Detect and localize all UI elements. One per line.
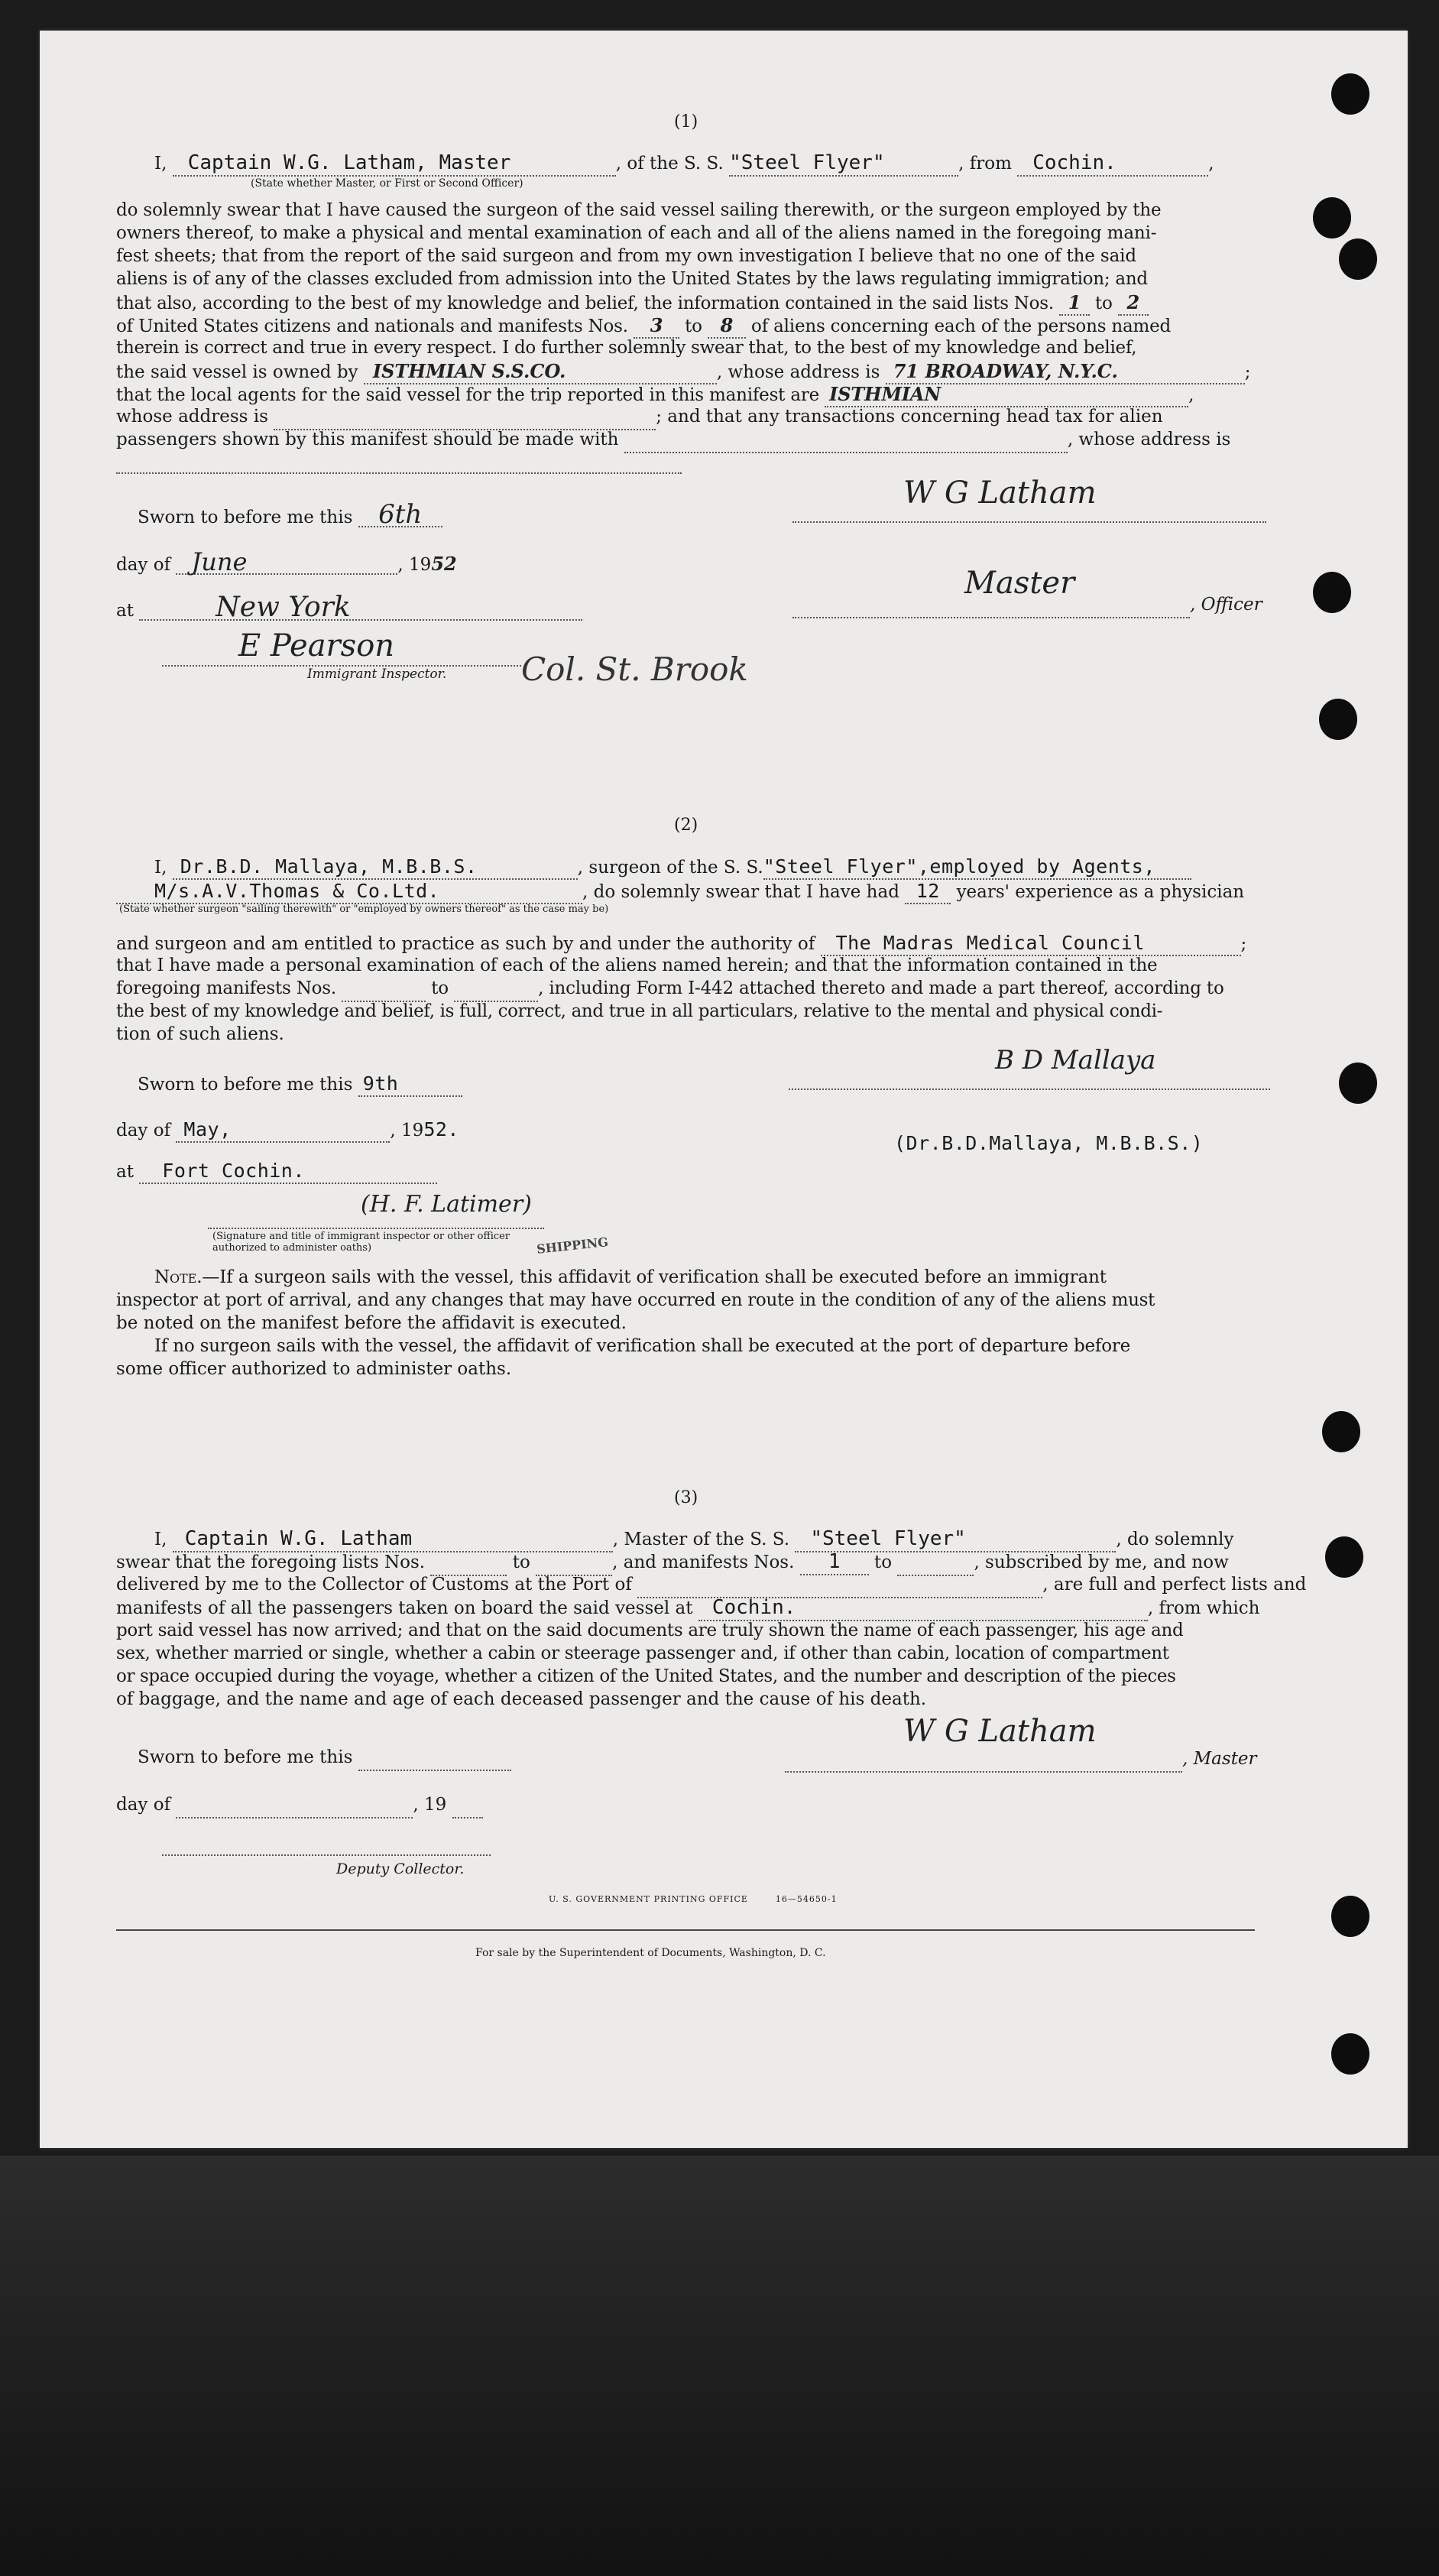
body-line: of baggage, and the name and age of each deceased passenger and the cause of his death. (116, 1689, 927, 1709)
punch-hole (1339, 238, 1377, 280)
departure-port-field: Cochin. (1017, 151, 1208, 177)
punch-hole (1313, 572, 1351, 613)
sworn-month-field: May, (176, 1118, 390, 1143)
sworn-year-field: 52 (431, 553, 457, 575)
sworn-day-field: 9th (358, 1072, 462, 1097)
manifests-line: of United States citizens and nationals and manifests Nos. 3 to 8 of aliens concerning each of the persons named (116, 313, 1171, 339)
sworn-line: Sworn to before me this 6th (138, 503, 442, 530)
manifests-from-field: 3 (634, 313, 679, 339)
punch-hole (1322, 1411, 1360, 1452)
sworn-line: Sworn to before me this (138, 1746, 511, 1771)
inspector-signature: E Pearson (238, 628, 395, 663)
master-name-field: Captain W.G. Latham, Master (173, 151, 616, 177)
master-line: I, Captain W.G. Latham, Master , of the S. S. "Steel Flyer" , from Cochin. , (154, 151, 1214, 177)
authority-line: and surgeon and am entitled to practice as such by and under the authority of The Madras Medical Council ; (116, 931, 1246, 956)
vessel-employed-field: "Steel Flyer",employed by Agents, (763, 855, 1191, 880)
note-line: inspector at port of arrival, and any changes that may have occurred en route in the condition of any of the aliens must (116, 1290, 1155, 1310)
witness-caption: (Signature and title of immigrant inspector or other officer authorized to administer oaths) (212, 1231, 510, 1254)
punch-hole (1339, 1063, 1377, 1104)
note-line: be noted on the manifest before the affidavit is executed. (116, 1313, 627, 1333)
section-number: (1) (674, 112, 698, 131)
agents-years-line: M/s.A.V.Thomas & Co.Ltd. , do solemnly swear that I have had 12 years' experience as a physician (116, 879, 1244, 904)
witness-signature: (H. F. Latimer) (361, 1191, 532, 1218)
shipping-stamp: SHIPPING (536, 1234, 609, 1257)
officer-line: , Officer (792, 593, 1262, 618)
surgeon-agents-field: M/s.A.V.Thomas & Co.Ltd. (116, 879, 582, 904)
body-line: owners thereof, to make a physical and mental examination of each and all of the aliens named in the foregoing mani- (116, 223, 1157, 243)
section-number: (3) (674, 1488, 698, 1507)
sworn-date-line: day of , 19 (116, 1793, 483, 1818)
punch-hole (1325, 1536, 1363, 1578)
section-number: (2) (674, 816, 698, 835)
body-line: do solemnly swear that I have caused the surgeon of the said vessel sailing therewith, or the surgeon employed by the (116, 200, 1162, 220)
address-line: whose address is ; and that any transactions concerning head tax for alien (116, 405, 1163, 430)
manifest-affidavit-page (40, 31, 1408, 2148)
surgeon-line: I, Dr.B.D. Mallaya, M.B.B.S. , surgeon of the S. S."Steel Flyer",employed by Agents, (154, 855, 1191, 880)
sworn-month-field: June (176, 550, 397, 575)
owner-field: ISTHMIAN S.S.CO. (364, 359, 717, 384)
head-tax-address-field (116, 472, 682, 474)
boarding-line: manifests of all the passengers taken on board the said vessel at Cochin. , from which (116, 1596, 1259, 1621)
punch-hole (1319, 699, 1357, 740)
vessel-name-field: "Steel Flyer" (795, 1527, 1116, 1552)
surgeon-caption: (State whether surgeon "sailing therewith" or "employed by owners thereof" as the case may be) (119, 904, 609, 915)
sworn-place-line: at Fort Cochin. (116, 1159, 437, 1184)
punch-hole (1331, 2033, 1369, 2075)
body-line: fest sheets; that from the report of the said surgeon and from my own investigation I believe that no one of the said (116, 246, 1136, 266)
years-experience-field: 12 (905, 879, 951, 904)
surgeon-signature: B D Mallaya (995, 1045, 1156, 1075)
master-title-handwritten: Master (964, 566, 1075, 601)
manifests-to-field: 8 (708, 313, 746, 339)
punch-hole (1331, 1896, 1369, 1937)
lists-to-field: 2 (1118, 290, 1149, 316)
sworn-date-line: day of May, , 1952. (116, 1118, 459, 1143)
body-line: that I have made a personal examination of each of the aliens named herein; and that the information contained in the (116, 955, 1158, 975)
master-signature-line (792, 521, 1266, 523)
authority-field: The Madras Medical Council (821, 931, 1241, 956)
boarding-port-field: Cochin. (698, 1596, 1148, 1621)
lists-from-field: 1 (1059, 290, 1090, 316)
punch-hole (1313, 197, 1351, 238)
footer-rule (116, 1929, 1255, 1931)
master-caption: (State whether Master, or First or Second Officer) (251, 177, 523, 190)
printing-office-line: U. S. GOVERNMENT PRINTING OFFICE 16—54650-1 (549, 1894, 838, 1904)
head-tax-party-field (624, 428, 1068, 453)
body-line: or space occupied during the voyage, whether a citizen of the United States, and the number and description of the pieces (116, 1666, 1176, 1686)
agents-field: ISTHMIAN (825, 382, 1188, 407)
master-name-field: Captain W.G. Latham (173, 1527, 613, 1552)
vessel-name-field: "Steel Flyer" (729, 151, 958, 177)
master-signature-line: , Master (785, 1747, 1257, 1773)
scan-background (0, 2156, 1439, 2576)
inspector-caption: Immigrant Inspector. (307, 667, 447, 682)
surgeon-signature-line (789, 1088, 1270, 1090)
master-signature: W G Latham (903, 1714, 1097, 1749)
agents-line: that the local agents for the said vessel for the trip reported in this manifest are ISTHMIAN , (116, 382, 1194, 407)
manifests-nos-line: foregoing manifests Nos. to , including Form I-442 attached thereto and made a part thereof, according to (116, 977, 1224, 1002)
surgeon-name-field: Dr.B.D. Mallaya, M.B.B.S. (173, 855, 578, 880)
customs-port-field (637, 1573, 1042, 1598)
body-line: aliens is of any of the classes excluded from admission into the United States by the laws regulating immigration; and (116, 269, 1148, 289)
master-line: I, Captain W.G. Latham , Master of the S. S. "Steel Flyer" , do solemnly (154, 1527, 1233, 1552)
body-line: port said vessel has now arrived; and that on the said documents are truly shown the name of each passenger, his age and (116, 1621, 1184, 1640)
surgeon-printed-name: (Dr.B.D.Mallaya, M.B.B.S.) (894, 1132, 1204, 1154)
master-signature: W G Latham (903, 475, 1097, 511)
sworn-day-field: 6th (358, 503, 442, 527)
sworn-place-field: Fort Cochin. (139, 1159, 437, 1184)
witness-signature-line (208, 1228, 544, 1229)
sworn-place-field: New York (139, 596, 582, 621)
handwritten-annotation: Col. St. Brook (521, 650, 748, 688)
body-line: tion of such aliens. (116, 1024, 284, 1044)
note-line: If no surgeon sails with the vessel, the affidavit of verification shall be executed at the port of departure before (154, 1336, 1131, 1356)
body-line: therein is correct and true in every respect. I do further solemnly swear that, to the best of my knowledge and belief, (116, 338, 1137, 358)
body-line: sex, whether married or single, whether a cabin or steerage passenger and, if other than cabin, location of compartment (116, 1643, 1169, 1663)
port-line: delivered by me to the Collector of Customs at the Port of , are full and perfect lists and (116, 1573, 1306, 1598)
deputy-signature-line (162, 1854, 491, 1856)
owner-address-field: 71 BROADWAY, N.Y.C. (886, 359, 1245, 384)
deputy-caption: Deputy Collector. (336, 1861, 465, 1877)
head-tax-line: passengers shown by this manifest should be made with , whose address is (116, 428, 1230, 453)
sworn-line: Sworn to before me this 9th (138, 1072, 462, 1097)
manifest-no-field: 1 (800, 1550, 869, 1575)
lists-line: swear that the foregoing lists Nos. to , and manifests Nos. 1 to , subscribed by me, and now (116, 1550, 1229, 1576)
body-line: the best of my knowledge and belief, is full, correct, and true in all particulars, relative to the mental and physical condi- (116, 1001, 1162, 1021)
punch-hole (1331, 73, 1369, 115)
agents-address-field (274, 405, 656, 430)
sworn-place-line: at New York (116, 596, 582, 623)
note-line: Note.—If a surgeon sails with the vessel, this affidavit of verification shall be executed before an immigrant (154, 1267, 1107, 1287)
owner-line: the said vessel is owned by ISTHMIAN S.S.CO. , whose address is 71 BROADWAY, N.Y.C. ; (116, 359, 1250, 384)
lists-line: that also, according to the best of my knowledge and belief, the information contained in the said lists Nos. 1 to 2 (116, 290, 1149, 316)
footer-sale-line: For sale by the Superintendent of Documents, Washington, D. C. (475, 1947, 826, 1959)
sworn-year-field: 52. (423, 1118, 459, 1140)
sworn-date-line: day of June , 1952 (116, 547, 457, 576)
note-line: some officer authorized to administer oaths. (116, 1359, 512, 1379)
